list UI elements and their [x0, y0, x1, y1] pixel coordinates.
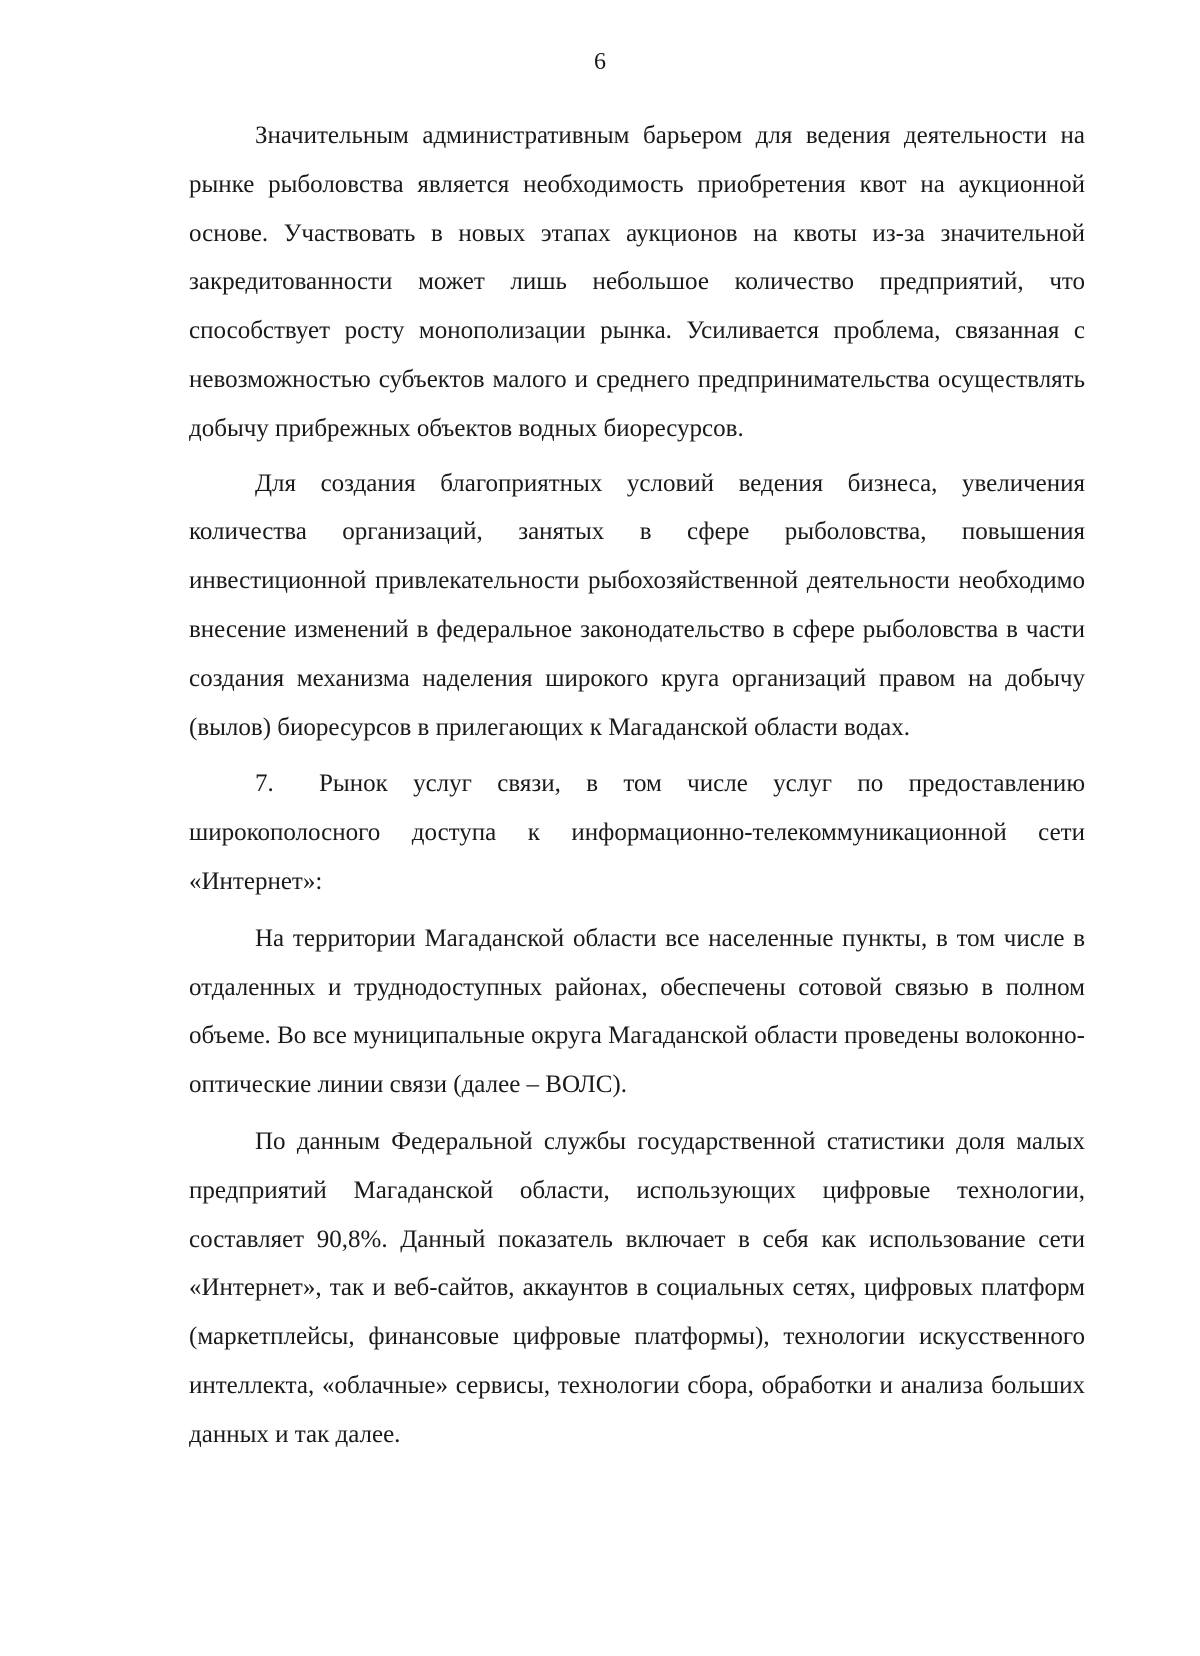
paragraph-fishing-measures: Для создания благоприятных условий ведения бизнеса, увеличения количества организаций, занятых в сфере рыболовства, повышения инвестиционной привлекательности рыбохозяйственной деятельности необходимо внесение изменений в федеральное законодательство в сфере рыболовства в части создания механизма наделения широкого круга организаций правом на добычу (вылов) биоресурсов в прилегающих к Магаданской области водах. [189, 469, 1085, 741]
list-item-text: Рынок услуг связи, в том числе услуг по предоставлению широкополосного доступа к информационно-телекоммуникационной сети «Интернет»: [189, 770, 1085, 895]
paragraph-fishing-barriers: Значительным административным барьером для ведения деятельности на рынке рыболовства является необходимость приобретения квот на аукционной основе. Участвовать в новых этапах аукционов на квоты из-за значительной закредитованности может лишь небольшое количество предприятий, что способствует росту монополизации рынка. Усиливается проблема, связанная с невозможностью субъектов малого и среднего предпринимательства осуществлять добычу прибрежных объектов водных биоресурсов. [189, 122, 1085, 442]
list-item-number: 7. [255, 770, 274, 798]
paragraph-communications-coverage: На территории Магаданской области все населенные пункты, в том числе в отдаленных и труднодоступных районах, обеспечены сотовой связью в полном объеме. Во все муниципальные округа Магаданской области проведены волоконно-оптические линии связи (далее – ВОЛС). [189, 924, 1085, 1099]
document-body [189, 112, 1085, 1460]
list-item-7 [189, 760, 1085, 906]
paragraph-digital-technologies: По данным Федеральной службы государственной статистики доля малых предприятий Магаданской области, использующих цифровые технологии, составляет 90,8%. Данный показатель включает в себя как использование сети «Интернет», так и веб-сайтов, аккаунтов в социальных сетях, цифровых платформ (маркетплейсы, финансовые цифровые платформы), технологии искусственного интеллекта, «облачные» сервисы, технологии сбора, обработки и анализа больших данных и так далее. [189, 1127, 1085, 1448]
page-number: 6 [594, 49, 606, 75]
